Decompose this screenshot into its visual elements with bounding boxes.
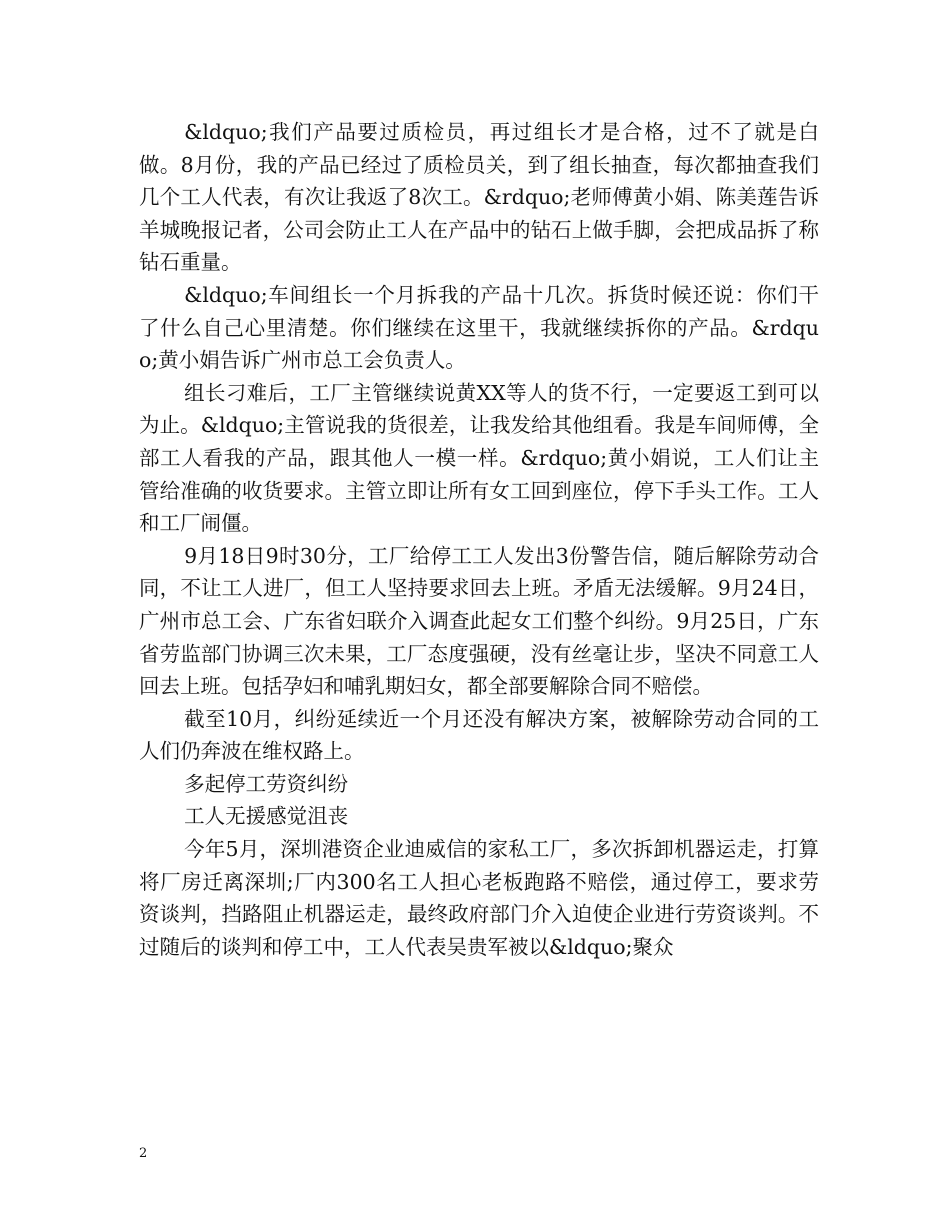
paragraph-workshop-leader: &ldquo;车间组长一个月拆我的产品十几次。拆货时候还说：你们干了什么自己心里清楚。你们继续在这里干，我就继续拆你的产品。&rdquo;黄小娟告诉广州市总工会负责人。: [139, 282, 819, 373]
paragraph-quality-inspection: &ldquo;我们产品要过质检员，再过组长才是合格，过不了就是白做。8月份，我的产品已经过了质检员关，到了组长抽查，每次都抽查我们几个工人代表，有次让我返了8次工。&rdquo;老师傅黄小娟、陈美莲告诉羊城晚报记者，公司会防止工人在产品中的钻石上做手脚，会把成品拆了称钻石重量。: [139, 120, 819, 275]
section-heading-disputes: 多起停工劳资纠纷: [184, 771, 349, 796]
paragraph-october-status: 截至10月，纠纷延续近一个月还没有解决方案，被解除劳动合同的工人们仍奔波在维权路上。: [139, 706, 819, 764]
paragraph-warning-letters: 9月18日9时30分，工厂给停工工人发出3份警告信，随后解除劳动合同，不让工人进厂，但工人坚持要求回去上班。矛盾无法缓解。9月24日，广州市总工会、广东省妇联介入调查此起女工们整个纠纷。9月25日，广东省劳监部门协调三次未果，工厂态度强硬，没有丝毫让步，坚决不同意工人回去上班。包括孕妇和哺乳期妇女，都全部要解除合同不赔偿。: [139, 543, 819, 699]
section-subheading-workers: 工人无援感觉沮丧: [184, 804, 349, 829]
paragraph-supervisor: 组长刁难后，工厂主管继续说黄XX等人的货不行，一定要返工到可以为止。&ldquo;主管说我的货很差，让我发给其他组看。我是车间师傅，全部工人看我的产品，跟其他人一模一样。&rdquo;黄小娟说，工人们让主管给准确的收货要求。主管立即让所有女工回到座位，停下手头工作。工人和工厂闹僵。: [139, 380, 819, 536]
paragraph-shenzhen-factory: 今年5月，深圳港资企业迪威信的家私工厂，多次拆卸机器运走，打算将厂房迁离深圳;厂内300名工人担心老板跑路不赔偿，通过停工，要求劳资谈判，挡路阻止机器运走，最终政府部门介入迫使企业进行劳资谈判。不过随后的谈判和停工中，工人代表吴贵军被以&ldquo;聚众: [139, 837, 819, 959]
page-number: 2: [139, 1146, 148, 1161]
document-body: [139, 116, 819, 963]
